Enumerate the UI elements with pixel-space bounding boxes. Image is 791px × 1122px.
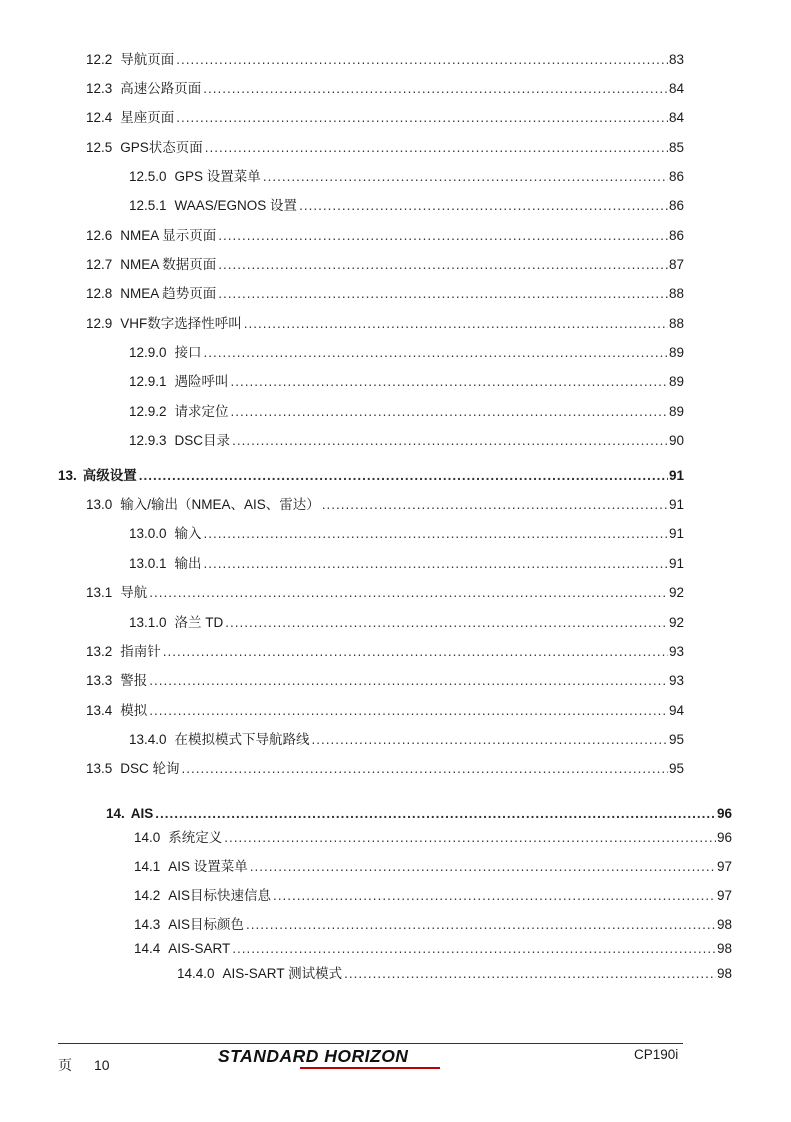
- toc-title: 输入: [174, 526, 202, 541]
- toc-title: AIS-SART: [168, 941, 231, 956]
- toc-title: 输入/输出（NMEA、AIS、雷达）: [120, 497, 320, 512]
- toc-page: 83: [668, 52, 684, 67]
- toc-page: 91: [668, 497, 684, 512]
- toc-entry: [86, 256, 684, 274]
- toc-number: 13.3: [86, 673, 113, 688]
- toc-page: 93: [668, 673, 684, 688]
- toc-page: 97: [716, 859, 732, 874]
- toc-number: 12.7: [86, 257, 113, 272]
- dot-leader: [231, 403, 668, 421]
- toc-title: 星座页面: [120, 110, 175, 125]
- toc-entry: [129, 373, 684, 391]
- dot-leader: [344, 965, 716, 983]
- toc-page: 98: [716, 917, 732, 932]
- toc-entry: [177, 965, 732, 983]
- toc-title: DSC 轮询: [120, 761, 180, 776]
- toc-number: 12.9.0: [129, 345, 167, 360]
- toc-page: 89: [668, 404, 684, 419]
- toc-number: 13.1: [86, 585, 113, 600]
- toc-title: 导航: [120, 585, 148, 600]
- toc-entry: [134, 916, 732, 934]
- toc-title: AIS目标颜色: [168, 917, 245, 932]
- dot-leader: [204, 344, 668, 362]
- toc-title: 接口: [174, 345, 202, 360]
- toc-entry: [129, 168, 684, 186]
- footer-rule: [58, 1043, 683, 1044]
- toc-entry: [86, 643, 684, 661]
- toc-page: 87: [668, 257, 684, 272]
- dot-leader: [204, 525, 668, 543]
- toc-entry: [129, 525, 684, 543]
- toc-page: 93: [668, 644, 684, 659]
- dot-leader: [139, 467, 668, 485]
- dot-leader: [203, 80, 668, 98]
- toc-entry: [86, 139, 684, 157]
- toc-title: NMEA 趋势页面: [120, 286, 217, 301]
- dot-leader: [176, 109, 668, 127]
- toc-entry: [129, 403, 684, 421]
- toc-number: 13.1.0: [129, 615, 167, 630]
- toc-page: 96: [716, 830, 732, 845]
- toc-page: 89: [668, 374, 684, 389]
- toc-title: AIS-SART 测试模式: [222, 966, 343, 981]
- toc-entry: [129, 344, 684, 362]
- dot-leader: [244, 315, 668, 333]
- toc-number: 14.0: [134, 830, 161, 845]
- toc-number: 12.4: [86, 110, 113, 125]
- dot-leader: [231, 373, 668, 391]
- toc-page: 98: [716, 966, 732, 981]
- toc-number: 13.4.0: [129, 732, 167, 747]
- toc-entry: [134, 829, 732, 847]
- toc-entry: [86, 702, 684, 720]
- toc-title: 请求定位: [174, 404, 229, 419]
- toc-number: 13.4: [86, 703, 113, 718]
- toc-page: 91: [668, 526, 684, 541]
- dot-leader: [250, 858, 716, 876]
- toc-chapter-entry: [106, 805, 732, 823]
- dot-leader: [224, 829, 716, 847]
- toc-number: 12.6: [86, 228, 113, 243]
- toc-page: 85: [668, 140, 684, 155]
- toc-title: DSC目录: [174, 433, 231, 448]
- brand-logo-underline: [300, 1067, 440, 1069]
- toc-number: 13.0: [86, 497, 113, 512]
- toc-title: 高速公路页面: [120, 81, 202, 96]
- toc-entry: [134, 858, 732, 876]
- toc-page: 92: [668, 615, 684, 630]
- toc-number: 12.2: [86, 52, 113, 67]
- toc-title: VHF数字选择性呼叫: [120, 316, 242, 331]
- toc-number: 13.5: [86, 761, 113, 776]
- toc-title: 输出: [174, 556, 202, 571]
- toc-entry: [129, 731, 684, 749]
- toc-number: 12.5.0: [129, 169, 167, 184]
- toc-title: 模拟: [120, 703, 148, 718]
- toc-entry: [129, 614, 684, 632]
- toc-entry: [86, 80, 684, 98]
- toc-page: 86: [668, 228, 684, 243]
- dot-leader: [149, 672, 668, 690]
- toc-entry: [86, 227, 684, 245]
- toc-title: 导航页面: [120, 52, 175, 67]
- toc-entry: [86, 760, 684, 778]
- toc-page: 96: [716, 806, 732, 821]
- toc-page: 91: [668, 468, 684, 483]
- toc-number: 13.: [58, 468, 77, 483]
- toc-page: 95: [668, 761, 684, 776]
- dot-leader: [225, 614, 668, 632]
- toc-number: 14.: [106, 806, 125, 821]
- toc-number: 12.9.3: [129, 433, 167, 448]
- toc-number: 14.4.0: [177, 966, 215, 981]
- footer-page-number: [58, 1055, 110, 1075]
- toc-chapter-entry: [58, 467, 684, 485]
- toc-entry: [86, 51, 684, 69]
- toc-page: 86: [668, 169, 684, 184]
- toc-title: NMEA 数据页面: [120, 257, 217, 272]
- toc-page: 92: [668, 585, 684, 600]
- toc-page: 97: [716, 888, 732, 903]
- dot-leader: [149, 584, 668, 602]
- toc-entry: [86, 496, 684, 514]
- toc-entry: [134, 887, 732, 905]
- dot-leader: [246, 916, 716, 934]
- toc-number: 14.4: [134, 941, 161, 956]
- toc-page: 84: [668, 110, 684, 125]
- dot-leader: [263, 168, 668, 186]
- dot-leader: [149, 702, 668, 720]
- page-number: 10: [94, 1057, 110, 1073]
- toc-title: GPS 设置菜单: [174, 169, 261, 184]
- toc-entry: [86, 109, 684, 127]
- toc-number: 12.9.2: [129, 404, 167, 419]
- brand-logo: STANDARD HORIZON: [218, 1046, 409, 1066]
- model-name: CP190i: [634, 1047, 679, 1062]
- toc-entry: [86, 285, 684, 303]
- toc-entry: [129, 432, 684, 450]
- toc-page: 98: [716, 941, 732, 956]
- toc-entry: [134, 940, 732, 958]
- toc-page: 90: [668, 433, 684, 448]
- toc-number: 13.0.1: [129, 556, 167, 571]
- toc-number: 12.9.1: [129, 374, 167, 389]
- toc-number: 12.5: [86, 140, 113, 155]
- dot-leader: [176, 51, 668, 69]
- toc-number: 14.3: [134, 917, 161, 932]
- toc-page: 91: [668, 556, 684, 571]
- toc-title: 高级设置: [82, 468, 137, 483]
- toc-page: 89: [668, 345, 684, 360]
- dot-leader: [232, 432, 668, 450]
- toc-title: 警报: [120, 673, 148, 688]
- dot-leader: [205, 139, 668, 157]
- toc-page: 84: [668, 81, 684, 96]
- toc-title: 在模拟模式下导航路线: [174, 732, 310, 747]
- dot-leader: [322, 496, 668, 514]
- toc-title: AIS目标快速信息: [168, 888, 272, 903]
- toc-number: 13.0.0: [129, 526, 167, 541]
- toc-page: 86: [668, 198, 684, 213]
- dot-leader: [218, 285, 668, 303]
- toc-page: 88: [668, 286, 684, 301]
- toc-number: 12.8: [86, 286, 113, 301]
- dot-leader: [204, 555, 668, 573]
- toc-title: 洛兰 TD: [174, 615, 224, 630]
- toc-title: WAAS/EGNOS 设置: [174, 198, 298, 213]
- toc-title: GPS状态页面: [120, 140, 203, 155]
- dot-leader: [273, 887, 716, 905]
- dot-leader: [218, 227, 668, 245]
- dot-leader: [299, 197, 668, 215]
- dot-leader: [182, 760, 668, 778]
- dot-leader: [232, 940, 716, 958]
- toc-entry: [129, 555, 684, 573]
- toc-page: 95: [668, 732, 684, 747]
- toc-page: 94: [668, 703, 684, 718]
- toc-title: NMEA 显示页面: [120, 228, 217, 243]
- dot-leader: [155, 805, 716, 823]
- toc-title: 系统定义: [168, 830, 223, 845]
- toc-entry: [86, 315, 684, 333]
- toc-title: 指南针: [120, 644, 161, 659]
- dot-leader: [163, 643, 668, 661]
- dot-leader: [312, 731, 668, 749]
- toc-number: 12.9: [86, 316, 113, 331]
- toc-entry: [86, 584, 684, 602]
- toc-number: 12.5.1: [129, 198, 167, 213]
- toc-entry: [86, 672, 684, 690]
- toc-number: 13.2: [86, 644, 113, 659]
- toc-entry: [129, 197, 684, 215]
- toc-page: 88: [668, 316, 684, 331]
- toc-title: AIS 设置菜单: [168, 859, 248, 874]
- toc-number: 14.2: [134, 888, 161, 903]
- page-label: 页: [58, 1057, 72, 1073]
- dot-leader: [218, 256, 668, 274]
- toc-number: 14.1: [134, 859, 161, 874]
- toc-number: 12.3: [86, 81, 113, 96]
- toc-title: 遇险呼叫: [174, 374, 229, 389]
- toc-title: AIS: [130, 806, 154, 821]
